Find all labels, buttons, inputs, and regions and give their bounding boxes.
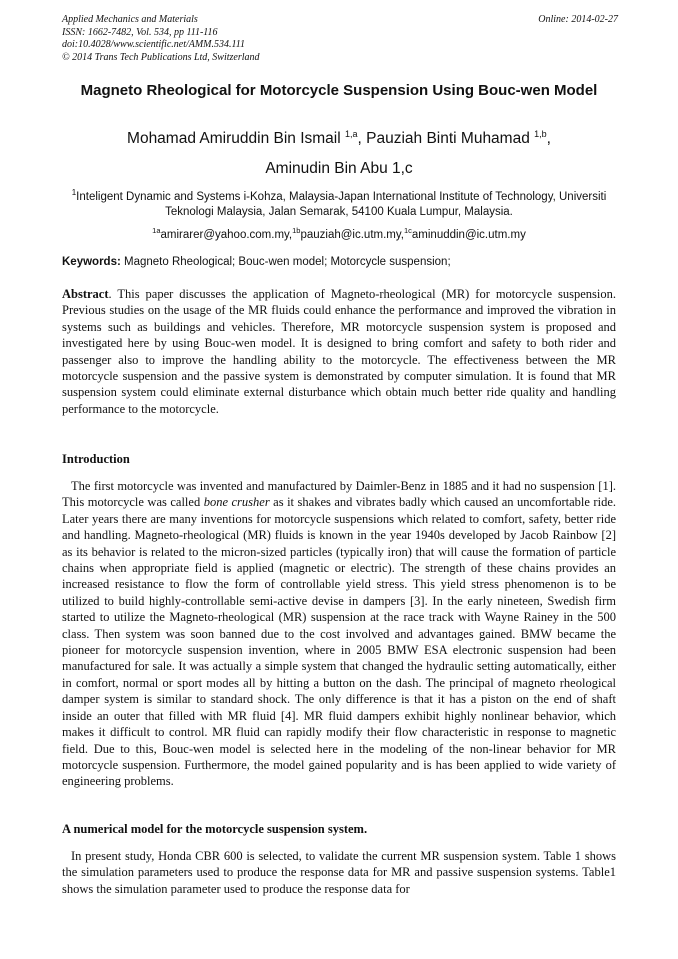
author-emails (62, 226, 616, 241)
keywords-label: Keywords: (62, 256, 121, 268)
introduction-heading: Introduction (62, 452, 130, 466)
journal-name: Applied Mechanics and Materials (62, 14, 198, 25)
abstract (62, 286, 616, 417)
email-1[interactable]: amirarer@yahoo.com.my, (160, 229, 293, 241)
introduction-paragraph (62, 478, 616, 790)
intro-italic-term: bone crusher (203, 495, 270, 510)
author-line-2 (62, 160, 616, 178)
email-2[interactable]: pauziah@ic.utm.my, (300, 229, 404, 241)
numerical-model-heading: A numerical model for the motorcycle suspension system. (62, 822, 368, 836)
author-line-1 (62, 130, 616, 148)
email-2-superscript: 1b (292, 226, 301, 236)
intro-text-start: The first motorcycle was invented and manufactured by Daimler-Benz in 1885 and it had no suspension [1]. This motorcycle was called (62, 479, 616, 510)
author-1-name: Mohamad Amiruddin Bin Ismail (127, 130, 345, 147)
author-3-name: Aminudin Bin Abu 1,c (265, 160, 413, 177)
affiliation-text: Inteligent Dynamic and Systems i-Kohza, Malaysia-Japan International Institute of Technology, Universiti Teknologi Malaysia, Jalan Semarak, 54100 Kuala Lumpur, Malaysia. (76, 191, 607, 218)
paper-title: Magneto Rheological for Motorcycle Suspension Using Bouc-wen Model (80, 82, 598, 99)
online-date: Online: 2014-02-27 (538, 14, 618, 25)
author-2-superscript: 1,b (534, 128, 547, 139)
affiliation-superscript: 1 (71, 188, 77, 198)
author-1-superscript: 1,a (345, 128, 358, 139)
doi-line[interactable]: doi:10.4028/www.scientific.net/AMM.534.111 (62, 39, 246, 50)
copyright-line: © 2014 Trans Tech Publications Ltd, Switzerland (62, 51, 260, 63)
keywords (62, 256, 616, 268)
email-3-superscript: 1c (403, 226, 412, 236)
issn-line: ISSN: 1662-7482, Vol. 534, pp 111-116 (62, 26, 218, 38)
author-line-tail: , (546, 130, 551, 147)
numerical-model-paragraph: In present study, Honda CBR 600 is selected, to validate the current MR suspension system. Table 1 shows the simulation parameters used to produce the response data for MR and passive suspension systems. Table1 shows the simulation parameter used to produce the response data for (62, 849, 616, 896)
abstract-label: Abstract (62, 287, 109, 301)
abstract-text: . This paper discusses the application of Magneto-rheological (MR) for motorcycle suspension. Previous studies on the usage of the MR fluids could enhance the performance and improved the vibration in systems such as buildings and vehicles. Therefore, MR motorcycle suspension system is proposed and investigated here by using Bouc-wen model. It is designed to bring comfort and safety to both rider and passenger also to improve the handling ability to the motorcycle. The effectiveness between the MR motorcycle suspension and the passive system is demonstrated by computer simulation. It is found that MR suspension system could eliminate external disturbance which obtain much better ride quality and handling performance to the motorcycle. (62, 287, 616, 416)
journal-header (62, 14, 618, 64)
keywords-text: Magneto Rheological; Bouc-wen model; Motorcycle suspension; (120, 256, 451, 268)
intro-text-rest: as it shakes and vibrates badly which caused an uncomfortable ride. Later years there are many inventions for motorcycle suspensions which related to comfort, safety, better ride and handling. Magneto-rheological (MR) fluids is known in the year 1940s developed by Jacob Rainbow [2] as its behavior is related to the micron-sized particles (typically iron) that will cause the formation of particle chains when appropriate field is applied (magnetic or electric). The strength of these chains provides an increased resistance to flow the form of controllable yield stress. This yield stress phenomenon is to be utilized to build highly-controllable semi-active devise in dampers [3]. In the early nineteen, Swedish firm started to utilize the Magneto-rheological (MR) suspension at the race track with Wayne Rainey in the 500 class. Then system was soon banned due to the cost involved and advantages gained. BMW became the pioneer for motorcycle suspension invention, where in 2005 BMW ESA electronic suspension had been manufactured for sale. It was actually a simple system that changed the hydraulic setting automatically, either in comfort, normal or sport modes all by hitting a button on the dash. The principal of magneto rheological damper system is similar to standard shock. The only difference is that it has a piston on the end of shaft inside an outer that filled with MR fluid [4]. MR fluid dampers exhibit highly nonlinear behavior, which makes it difficult to control. MR fluid can rapidly modify their flow characteristic in response to magnetic field. Due to this, Bouc-wen model is selected here in the modeling of the non-linear behavior for MR motorcycle suspension. Furthermore, the model gained popularity and is has been applied to wide variety of engineering problems. (62, 495, 616, 789)
affiliation (62, 190, 616, 220)
email-1-superscript: 1a (152, 226, 161, 236)
email-3[interactable]: aminuddin@ic.utm.my (411, 229, 526, 241)
author-2-name: , Pauziah Binti Muhamad (357, 130, 535, 147)
